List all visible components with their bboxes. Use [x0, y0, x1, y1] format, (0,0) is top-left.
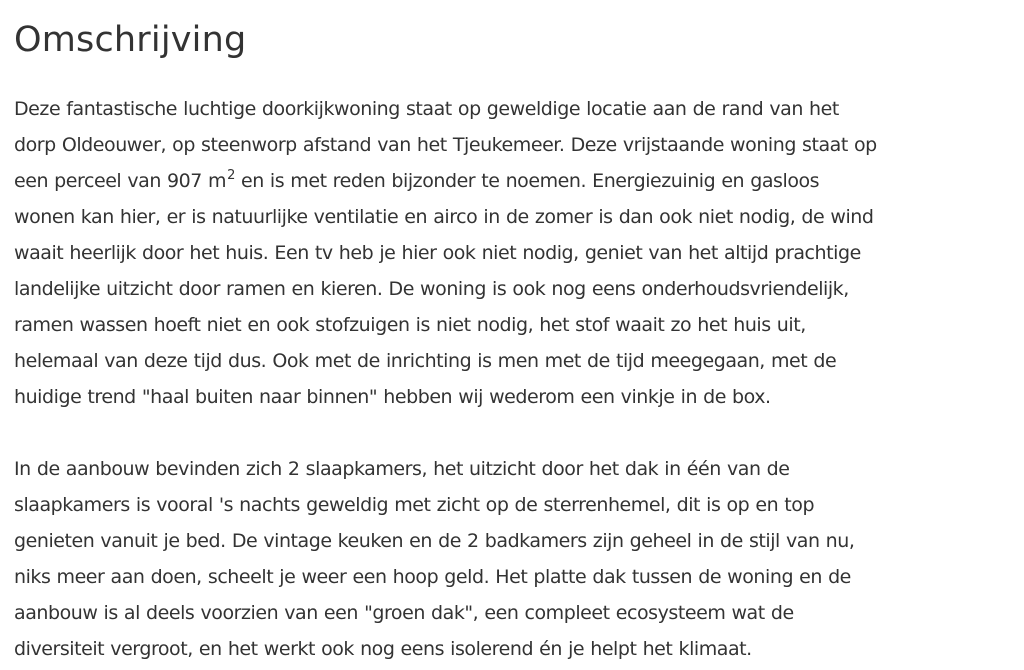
paragraph-line: wonen kan hier, er is natuurlijke ventilatie en airco in de zomer is dan ook niet nodig, de wind: [14, 206, 874, 228]
paragraph-line: genieten vanuit je bed. De vintage keuken en de 2 badkamers zijn geheel in de stijl van nu,: [14, 530, 855, 552]
paragraph-line: ramen wassen hoeft niet en ook stofzuigen is niet nodig, het stof waait zo het huis uit,: [14, 314, 806, 336]
paragraph-line: [14, 163, 1014, 199]
description-section: [14, 0, 1014, 660]
paragraph-line: helemaal van deze tijd dus. Ook met de inrichting is men met de tijd meegegaan, met de: [14, 350, 837, 372]
section-heading: Omschrijving: [14, 20, 247, 60]
description-paragraph-1: [14, 91, 1014, 415]
line-text-start: een perceel van 907 m: [14, 170, 227, 192]
square-meter-superscript: 2: [227, 168, 235, 183]
paragraph-line: Deze fantastische luchtige doorkijkwoning staat op geweldige locatie aan de rand van het: [14, 98, 839, 120]
paragraph-line: dorp Oldeouwer, op steenworp afstand van het Tjeukemeer. Deze vrijstaande woning staat op: [14, 134, 877, 156]
paragraph-line: In de aanbouw bevinden zich 2 slaapkamers, het uitzicht door het dak in één van de: [14, 458, 790, 480]
paragraph-line: diversiteit vergroot, en het werkt ook nog eens isolerend én je helpt het klimaat.: [14, 638, 752, 660]
paragraph-line: slaapkamers is vooral 's nachts geweldig met zicht op de sterrenhemel, dit is op en top: [14, 494, 815, 516]
description-paragraph-2: [14, 451, 1014, 667]
paragraph-line: waait heerlijk door het huis. Een tv heb je hier ook niet nodig, geniet van het altijd prachtige: [14, 242, 861, 264]
paragraph-line: huidige trend "haal buiten naar binnen" hebben wij wederom een vinkje in de box.: [14, 386, 771, 408]
paragraph-line: niks meer aan doen, scheelt je weer een hoop geld. Het platte dak tussen de woning en de: [14, 566, 851, 588]
paragraph-line: aanbouw is al deels voorzien van een "groen dak", een compleet ecosysteem wat de: [14, 602, 794, 624]
line-text-end: en is met reden bijzonder te noemen. Energiezuinig en gasloos: [234, 170, 820, 192]
paragraph-line: landelijke uitzicht door ramen en kieren. De woning is ook nog eens onderhoudsvriendelijk,: [14, 278, 849, 300]
